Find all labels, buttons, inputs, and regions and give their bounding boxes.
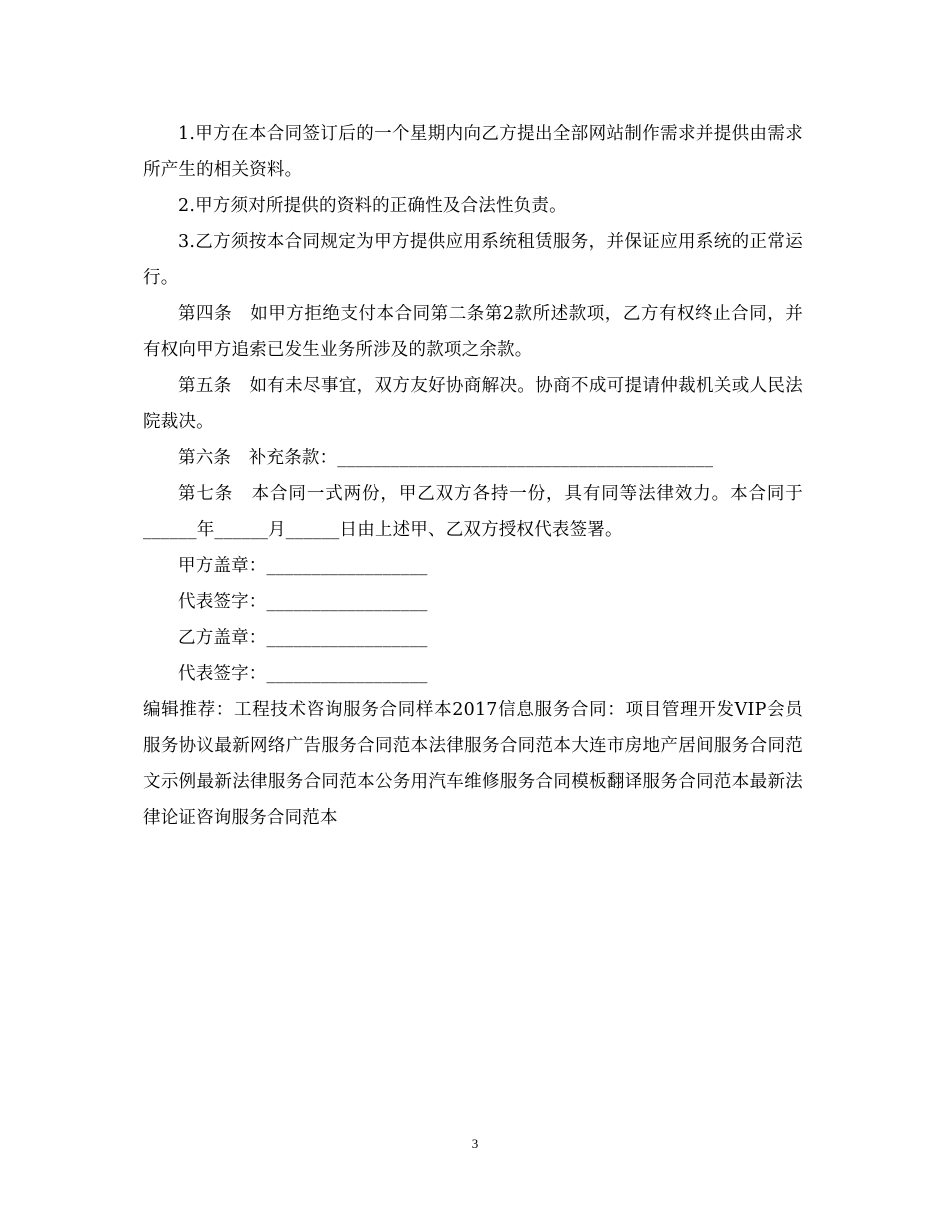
article-six: 第六条 补充条款：__________________________________________ (178, 448, 714, 468)
article-four: 第四条 如甲方拒绝支付本合同第二条第2款所述款项，乙方有权终止合同，并有权向甲方追索已发生业务所涉及的款项之余款。 (143, 304, 803, 360)
article-five: 第五条 如有未尽事宜，双方友好协商解决。协商不成可提请仲裁机关或人民法院裁决。 (143, 376, 803, 432)
party-a-seal-line: 甲方盖章：__________________ (178, 556, 428, 576)
party-b-seal-line: 乙方盖章：__________________ (178, 628, 428, 648)
article-seven: 第七条 本合同一式两份，甲乙双方各持一份，具有同等法律效力。本合同于______年______月______日由上述甲、乙双方授权代表签署。 (143, 484, 803, 540)
clause-item-1: 1.甲方在本合同签订后的一个星期内向乙方提出全部网站制作需求并提供由需求所产生的相关资料。 (143, 124, 803, 180)
clause-item-3: 3.乙方须按本合同规定为甲方提供应用系统租赁服务，并保证应用系统的正常运行。 (143, 232, 803, 288)
party-a-representative-signature-line: 代表签字：__________________ (178, 592, 428, 612)
party-b-representative-signature-line: 代表签字：__________________ (178, 664, 428, 684)
editor-recommendation: 编辑推荐：工程技术咨询服务合同样本2017信息服务合同：项目管理开发VIP会员服务协议最新网络广告服务合同范本法律服务合同范本大连市房地产居间服务合同范文示例最新法律服务合同范本公务用汽车维修服务合同模板翻译服务合同范本最新法律论证咨询服务合同范本 (143, 700, 803, 828)
clause-item-2: 2.甲方须对所提供的资料的正确性及合法性负责。 (178, 196, 567, 216)
document-body (143, 116, 803, 836)
page-number: 3 (471, 1136, 479, 1151)
